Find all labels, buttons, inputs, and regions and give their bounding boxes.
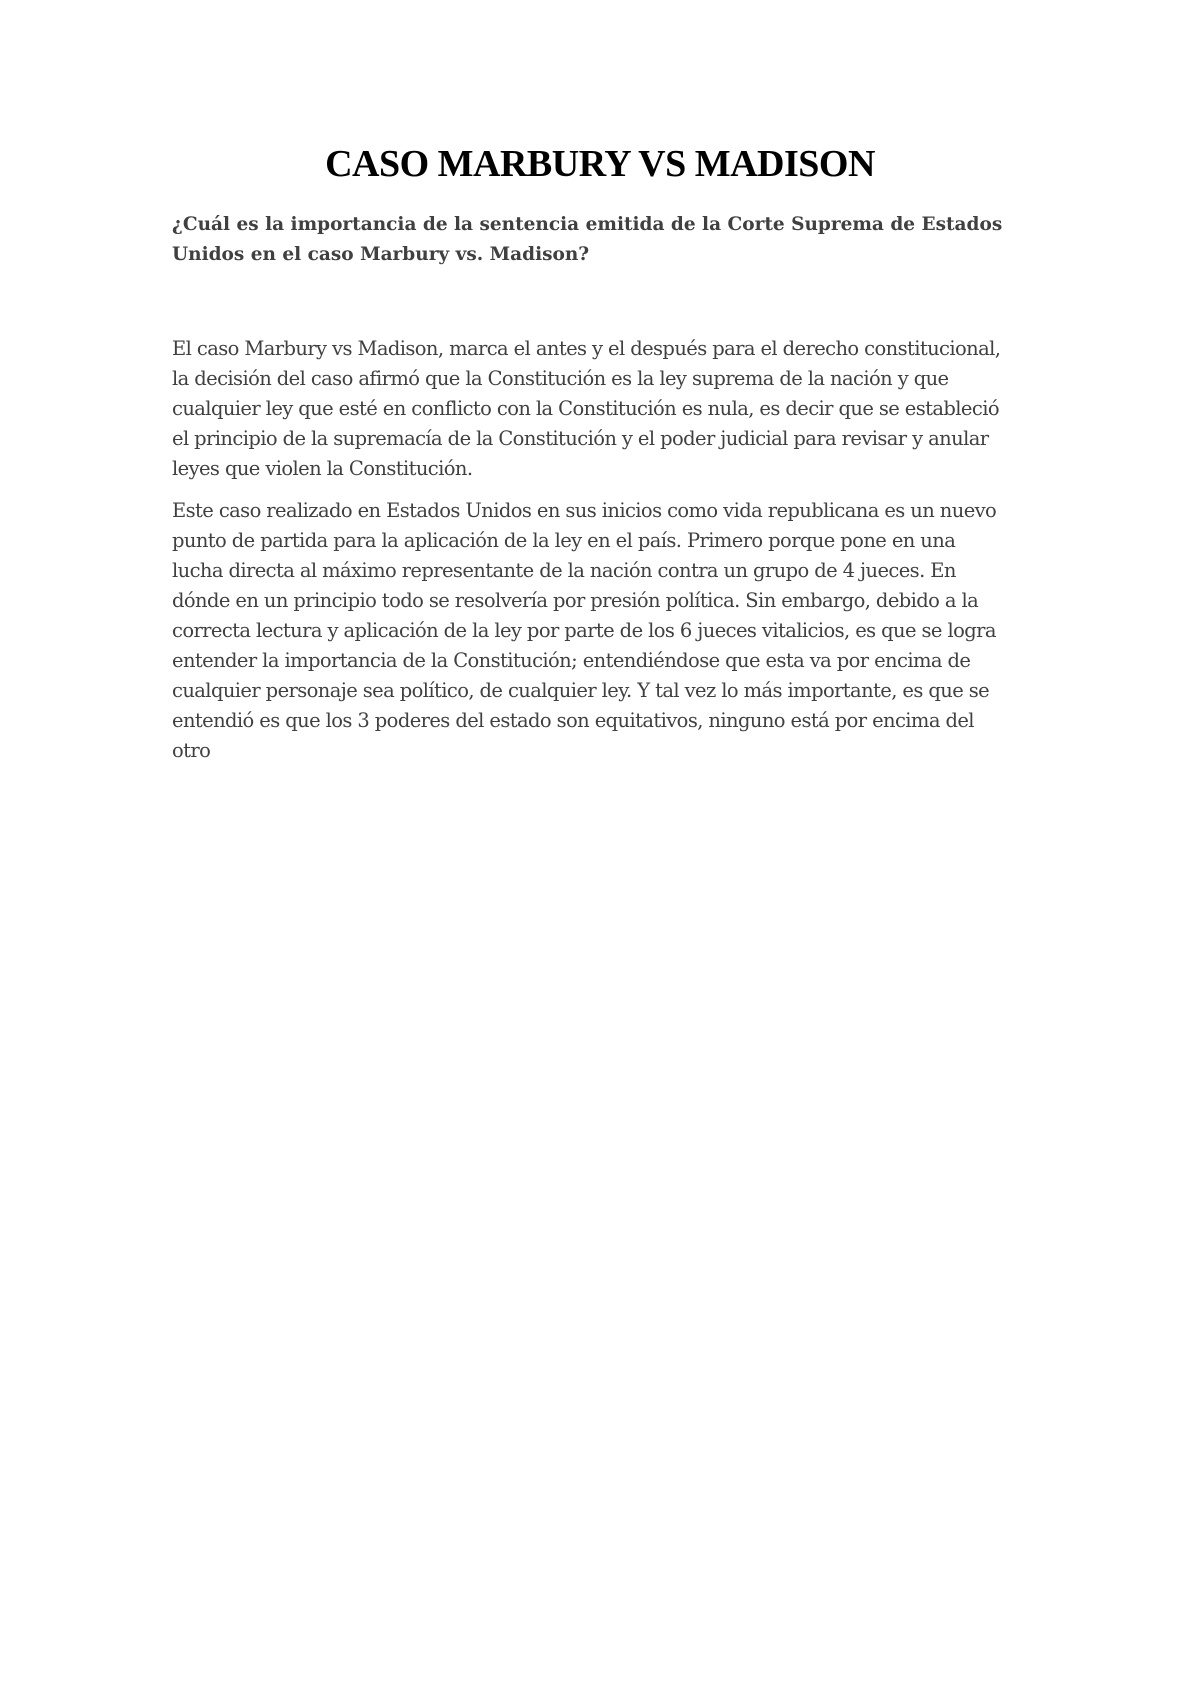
paragraph-line: dónde en un principio todo se resolvería por presión política. Sin embargo, debido a la — [172, 589, 979, 612]
paragraph-line: correcta lectura y aplicación de la ley por parte de los 6 jueces vitalicios, es que se logra — [172, 619, 996, 642]
paragraph-line: cualquier ley que esté en conflicto con la Constitución es nula, es decir que se estableció — [172, 397, 999, 420]
paragraph-line: el principio de la supremacía de la Constitución y el poder judicial para revisar y anular — [172, 427, 989, 450]
document-title: CASO MARBURY VS MADISON — [325, 143, 875, 185]
document-body — [172, 334, 1042, 778]
document-question — [172, 210, 1032, 270]
paragraph-line: punto de partida para la aplicación de la ley en el país. Primero porque pone en una — [172, 529, 956, 552]
paragraph-line: entender la importancia de la Constitución; entendiéndose que esta va por encima de — [172, 649, 971, 672]
paragraph-line: la decisión del caso afirmó que la Constitución es la ley suprema de la nación y que — [172, 367, 949, 390]
paragraph-line: otro — [172, 739, 211, 762]
paragraph-1 — [172, 334, 1042, 484]
paragraph-line: Este caso realizado en Estados Unidos en sus inicios como vida republicana es un nuevo — [172, 499, 997, 522]
paragraph-line: cualquier personaje sea político, de cualquier ley. Y tal vez lo más importante, es que se — [172, 679, 990, 702]
paragraph-line: entendió es que los 3 poderes del estado son equitativos, ninguno está por encima del — [172, 709, 974, 732]
paragraph-line: El caso Marbury vs Madison, marca el antes y el después para el derecho constitucional, — [172, 337, 1001, 360]
question-line: Unidos en el caso Marbury vs. Madison? — [172, 244, 590, 265]
paragraph-line: leyes que violen la Constitución. — [172, 457, 473, 480]
paragraph-2 — [172, 496, 1042, 766]
question-line: ¿Cuál es la importancia de la sentencia emitida de la Corte Suprema de Estados — [172, 214, 1003, 235]
paragraph-line: lucha directa al máximo representante de la nación contra un grupo de 4 jueces. En — [172, 559, 956, 582]
